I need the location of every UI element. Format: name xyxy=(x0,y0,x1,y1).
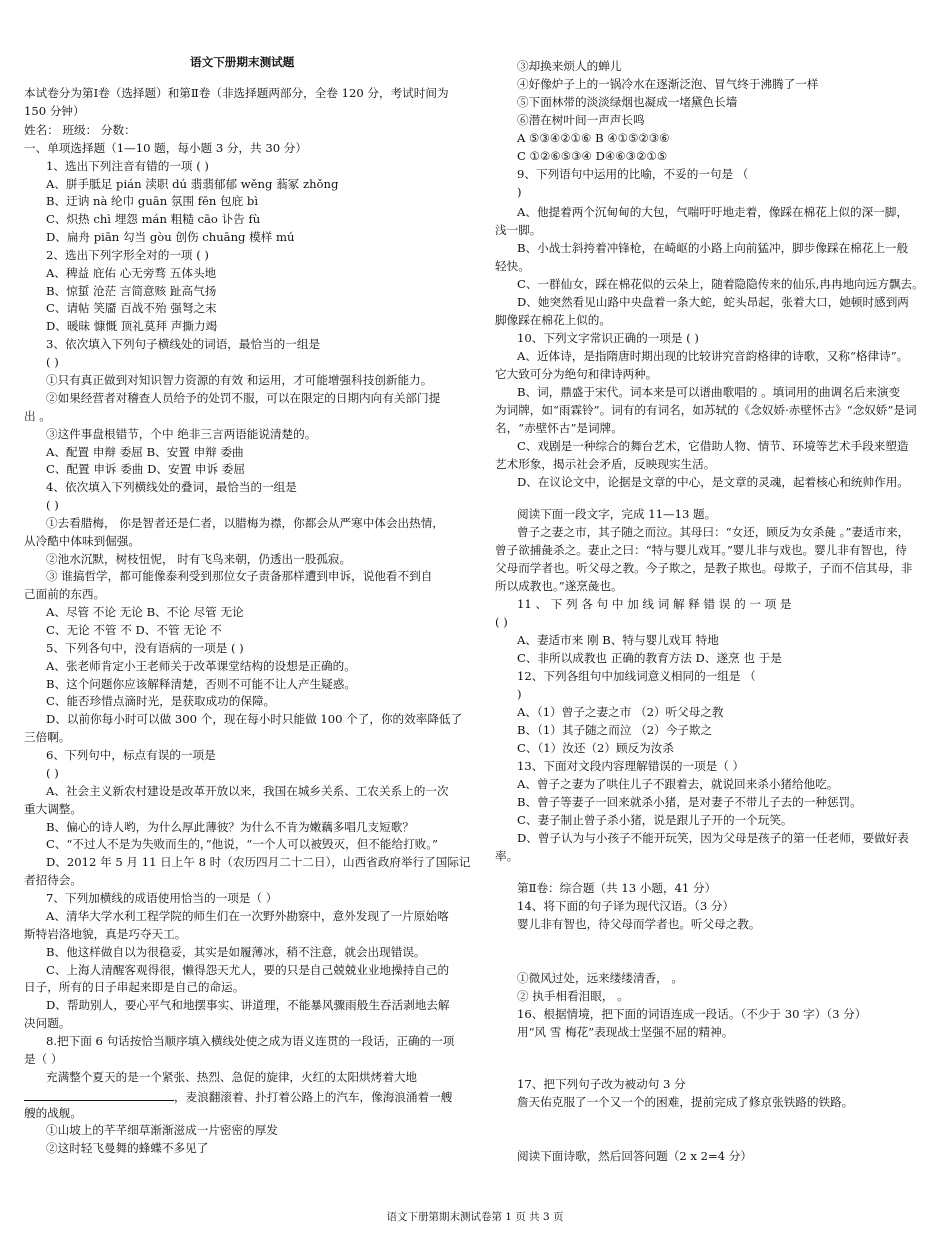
text-line: 14、将下面的句子译为现代汉语。（3 分） xyxy=(517,899,735,913)
text-line: C、妻子制止曾子杀小猪，说是跟儿子开的一个玩笑。 xyxy=(517,813,793,827)
text-line: 用“风 雪 梅花”表现战士坚强不屈的精神。 xyxy=(517,1025,734,1039)
page-footer: 语文下册第期末测试卷第 1 页 共 3 页 xyxy=(386,1211,564,1223)
text-line: ( ) xyxy=(495,615,508,629)
text-line: 者招待会。 xyxy=(24,873,82,887)
text-line: ( ) xyxy=(46,498,59,512)
text-line: ) xyxy=(517,687,522,701)
text-line: 阅读下面一段文字，完成 11—13 题。 xyxy=(517,507,717,521)
text-line: C、请帖 笑靥 百战不殆 强弩之末 xyxy=(46,301,217,315)
text-line: 11 、 下 列 各 句 中 加 线 词 解 释 错 误 的 一 项 是 xyxy=(517,597,792,611)
text-line: ② 执手相看泪眼， 。 xyxy=(517,989,629,1003)
text-line: B、（1）其子随之而泣 （2）今子欺之 xyxy=(517,723,713,737)
text-line: D、曾子认为与小孩子不能开玩笑，因为父母是孩子的第一任老师，要做好表 xyxy=(517,831,909,845)
text-line: D、她突然看见山路中央盘着一条大蛇，蛇头昂起，张着大口，她顿时感到两 xyxy=(517,295,909,309)
text-line xyxy=(24,1087,452,1105)
text-line: ①去看腊梅， 你是智者还是仁者，以腊梅为襟，你都会从严寒中体会出热情， xyxy=(46,516,444,530)
text-line: 为词牌，如“雨霖铃”。词有的有词名，如苏轼的《念奴娇·赤壁怀古》“念奴娇”是词 xyxy=(495,403,917,417)
text-line: C、配置 申诉 委曲 D、安置 申诉 委屈 xyxy=(46,462,245,476)
text-line: A、他提着两个沉甸甸的大包，气喘吁吁地走着，像踩在棉花上似的深一脚， xyxy=(517,205,908,219)
text-line: 2、选出下列字形全对的一项 ( ) xyxy=(46,248,209,262)
text-line: 曾子之妻之市，其子随之而泣。其母曰：“女还，顾反为女杀彘 。”妻适市来， xyxy=(517,525,910,539)
text-line: 姓名： 班级： 分数： xyxy=(24,123,136,137)
text-line: B、偏心的诗人哟，为什么厚此薄彼？为什么不肯为嫩藕多唱几支短歌？ xyxy=(46,820,414,834)
text-line: 婴儿非有智也，待父母而学者也。听父母之教。 xyxy=(517,917,761,931)
text-line: 浅一脚。 xyxy=(495,223,542,237)
text-line: A、稗益 庇佑 心无旁骛 五体头地 xyxy=(46,266,217,280)
text-line: ) xyxy=(517,185,522,199)
text-line: 4、依次填入下列横线处的叠词，最恰当的一组是 xyxy=(46,480,297,494)
text-line: 8.把下面 6 句话按恰当顺序填入横线处使之成为语义连贯的一段话，正确的一项 xyxy=(46,1034,455,1048)
text-line: 1、选出下列注音有错的一项 ( ) xyxy=(46,159,209,173)
text-line: B、惊蜇 沧茫 言简意赅 趾高气扬 xyxy=(46,284,217,298)
text-line: 艺术形象，揭示社会矛盾，反映现实生活。 xyxy=(495,457,716,471)
text-line: ①只有真正做到对知识智力资源的有效 和运用，才可能增强科技创新能力。 xyxy=(46,373,433,387)
text-line: ②池水沉默，树枝忸怩， 时有飞鸟来朝，仍透出一股孤寂。 xyxy=(46,552,352,566)
text-line: 5、下列各句中，没有语病的一项是 ( ) xyxy=(46,641,244,655)
text-line: D、帮助别人，要心平气和地摆事实、讲道理，不能暴风骤雨般生吞活剥地去解 xyxy=(46,998,450,1012)
text-line: D、暖昧 慷慨 顶礼莫拜 声撕力竭 xyxy=(46,319,218,333)
text-line: 7、下列加横线的成语使用恰当的一项是（ ） xyxy=(46,891,278,905)
text-line: 第Ⅱ卷：综合题（共 13 小题，41 分） xyxy=(517,881,717,895)
text-line: C、非所以成教也 正确的教育方法 D、遂烹 也 于是 xyxy=(517,651,782,665)
text-line: 150 分钟） xyxy=(24,104,85,118)
text-line: 3、依次填入下列句子横线处的词语，最恰当的一组是 xyxy=(46,337,321,351)
text-line: A、张老师肯定小王老师关于改革课堂结构的设想是正确的。 xyxy=(46,659,356,673)
text-line: ①微风过处，远来缕缕清香， 。 xyxy=(517,971,683,985)
text-line: 父母而学者也。听父母之教。今子欺之，是教子欺也。母欺子，子而不信其母，非 xyxy=(495,561,913,575)
text-line: C ①②⑥⑤③④ D④⑥③②①⑤ xyxy=(517,149,668,163)
text-line: A、（1）曾子之妻之市 （2）听父母之教 xyxy=(517,705,724,719)
text-line: ⑤下面林带的淡淡绿烟也凝成一堵黛色长墙 xyxy=(517,95,738,109)
text-line: 一、单项选择题（1—10 题，每小题 3 分，共 30 分） xyxy=(24,141,307,155)
text-line: ④好像炉子上的一锅冷水在逐渐泛泡、冒气终于沸腾了一样 xyxy=(517,77,819,91)
text-line: 脚像踩在棉花上似的。 xyxy=(495,313,611,327)
text-line: C、戏剧是一种综合的舞台艺术，它借助人物、情节、环境等艺术手段来塑造 xyxy=(517,439,909,453)
text-line: 10、下列文字常识正确的一项是 ( ) xyxy=(517,331,699,345)
text-line: 是（ ） xyxy=(24,1052,63,1066)
text-line: D、2012 年 5 月 11 日上午 8 时（农历四月二十二日），山西省政府举行了国际记 xyxy=(46,855,471,869)
text-line: 出 。 xyxy=(24,409,51,423)
text-line: D、扁舟 piān 勾当 gòu 创伤 chuāng 模样 mú xyxy=(46,230,295,244)
text-line: A、近体诗，是指隋唐时期出现的比较讲究音韵格律的诗歌，又称“格律诗”。 xyxy=(517,349,909,363)
text-line: ①山坡上的芊芊细草渐渐滋成一片密密的厚发 xyxy=(46,1123,278,1137)
text-line: 率。 xyxy=(495,849,519,863)
text-line: ③这件事盘根错节，个中 绝非三言两语能说清楚的。 xyxy=(46,427,317,441)
text-line: 9、下列语句中运用的比喻，不妥的一句是 （ xyxy=(517,167,749,181)
text-line: 阅读下面诗歌，然后回答问题（2 x 2=4 分） xyxy=(517,1149,752,1163)
text-line: ②这时轻飞曼舞的蜂蝶不多见了 xyxy=(46,1141,209,1155)
text-line: A、尽管 不论 无论 B、不论 尽管 无论 xyxy=(46,605,244,619)
text-line: B、词，鼎盛于宋代。词本来是可以谱曲歌唱的 。填词用的曲调名后来演变 xyxy=(517,385,901,399)
text-line: ②如果经营者对稽查人员给予的处罚不服，可以在限定的日期内向有关部门提 xyxy=(46,391,441,405)
text-line: 己面前的东西。 xyxy=(24,587,106,601)
text-line: A、妻适市来 刚 B、特与婴儿戏耳 特地 xyxy=(517,633,719,647)
text-line: C、上海人清醒客观得很，懒得怨天尤人，要的只是自己兢兢业业地操持自己的 xyxy=(46,963,450,977)
text-line: 充满整个夏天的是一个紧张、热烈、急促的旋律，火红的太阳烘烤着大地 xyxy=(46,1070,418,1084)
text-line: 曾子欲捕彘杀之。妻止之曰：“特与婴儿戏耳。”婴儿非与戏也。婴儿非有智也，待 xyxy=(495,543,907,557)
text-line: B、小战士斜挎着冲锋枪，在崎岖的小路上向前猛冲，脚步像踩在棉花上一般 xyxy=(517,241,909,255)
text-line: C、（1）汝还（2）顾反为汝杀 xyxy=(517,741,674,755)
text-after-blank: ，麦浪翻滚着、扑打着公路上的汽车，像海浪涌着一艘 xyxy=(174,1090,453,1104)
text-line: A、社会主义新农村建设是改革开放以来，我国在城乡关系、工农关系上的一次 xyxy=(46,784,449,798)
text-line: 它大致可分为绝句和律诗两种。 xyxy=(495,367,658,381)
text-line: 12、下列各组句中加线词意义相同的一组是 （ xyxy=(517,669,756,683)
text-line: 斯特岩洛地貌，真是巧夺天工。 xyxy=(24,927,187,941)
text-line: 13、下面对文段内容理解错误的一项是（ ） xyxy=(517,759,745,773)
text-line: 重大调整。 xyxy=(24,802,82,816)
text-line: ( ) xyxy=(46,355,59,369)
text-line: ③却换来烦人的蝉儿 xyxy=(517,59,622,73)
text-line: B、曾子等妻子一回来就杀小猪，是对妻子不带儿子去的一种惩罚。 xyxy=(517,795,862,809)
text-line: C、“不过人不是为失败而生的，”他说，“一个人可以被毁灭，但不能给打败。” xyxy=(46,837,438,851)
text-line: ( ) xyxy=(46,766,59,780)
text-line: 16、根据情境，把下面的词语连成一段话。（不少于 30 字）（3 分） xyxy=(517,1007,867,1021)
text-line: ⑥潜在树叶间一声声长鸣 xyxy=(517,113,645,127)
text-line: 决问题。 xyxy=(24,1016,71,1030)
text-line: ③ 谁搞哲学，都可能像泰利受到那位女子责备那样遭到申诉，说他看不到自 xyxy=(46,569,433,583)
text-line: A、清华大学水利工程学院的师生们在一次野外勘察中，意外发现了一片原始喀 xyxy=(46,909,449,923)
text-line: C、无论 不管 不 D、不管 无论 不 xyxy=(46,623,222,637)
text-line: 本试卷分为第Ⅰ卷（选择题）和第Ⅱ卷（非选择题两部分，全卷 120 分，考试时间为 xyxy=(24,86,449,100)
text-line: D、以前你每小时可以做 300 个，现在每小时只能做 100 个了，你的效率降低了 xyxy=(46,712,463,726)
exam-title: 语文下册期末测试题 xyxy=(190,55,295,69)
text-line: 从冷酷中体味到倔强。 xyxy=(24,534,140,548)
text-line: 名，“赤壁怀古”是词牌。 xyxy=(495,421,623,435)
text-line: 詹天佑克服了一个又一个的困难，提前完成了修京张铁路的铁路。 xyxy=(517,1095,854,1109)
text-line: B、这个问题你应该解释清楚，否则不可能不让人产生疑惑。 xyxy=(46,677,356,691)
text-line: B、他这样做自以为很稳妥，其实是如履薄冰，稍不注意，就会出现错误。 xyxy=(46,945,426,959)
text-line: C、能否珍惜点滴时光，是获取成功的保障。 xyxy=(46,694,276,708)
text-line: 6、下列句中，标点有误的一项是 xyxy=(46,748,216,762)
text-line: 轻快。 xyxy=(495,259,530,273)
text-line: 日子，所有的日子串起来即是自己的命运。 xyxy=(24,980,245,994)
blank-underline xyxy=(24,1087,174,1101)
text-line: 艘的战舰。 xyxy=(24,1106,82,1120)
text-line: A、胼手胝足 pián 渎职 dú 翡翡郁郁 wěng 蓊冢 zhǒng xyxy=(46,177,339,191)
text-line: D、在议论文中，论据是文章的中心，是文章的灵魂，起着核心和统帅作用。 xyxy=(517,475,909,489)
text-line: 17、把下列句子改为被动句 3 分 xyxy=(517,1077,686,1091)
text-line: B、迂讷 nà 纶巾 guān 氛围 fēn 包庇 bì xyxy=(46,194,259,208)
text-line: C、一群仙女，踩在棉花似的云朵上，随着隐隐传来的仙乐,冉冉地向远方飘去。 xyxy=(517,277,924,291)
text-line: A ⑤③④②①⑥ B ④①⑤②③⑥ xyxy=(517,131,670,145)
text-line: C、炽热 chì 埋怨 mán 粗糙 cāo 讣告 fù xyxy=(46,212,261,226)
text-line: 三倍啊。 xyxy=(24,730,71,744)
text-line: A、配置 申辩 委屈 B、安置 申辩 委曲 xyxy=(46,445,244,459)
text-line: A、曾子之妻为了哄住儿子不跟着去，就说回来杀小猪给他吃。 xyxy=(517,777,839,791)
text-line: 所以成教也。”遂烹彘也。 xyxy=(495,579,623,593)
